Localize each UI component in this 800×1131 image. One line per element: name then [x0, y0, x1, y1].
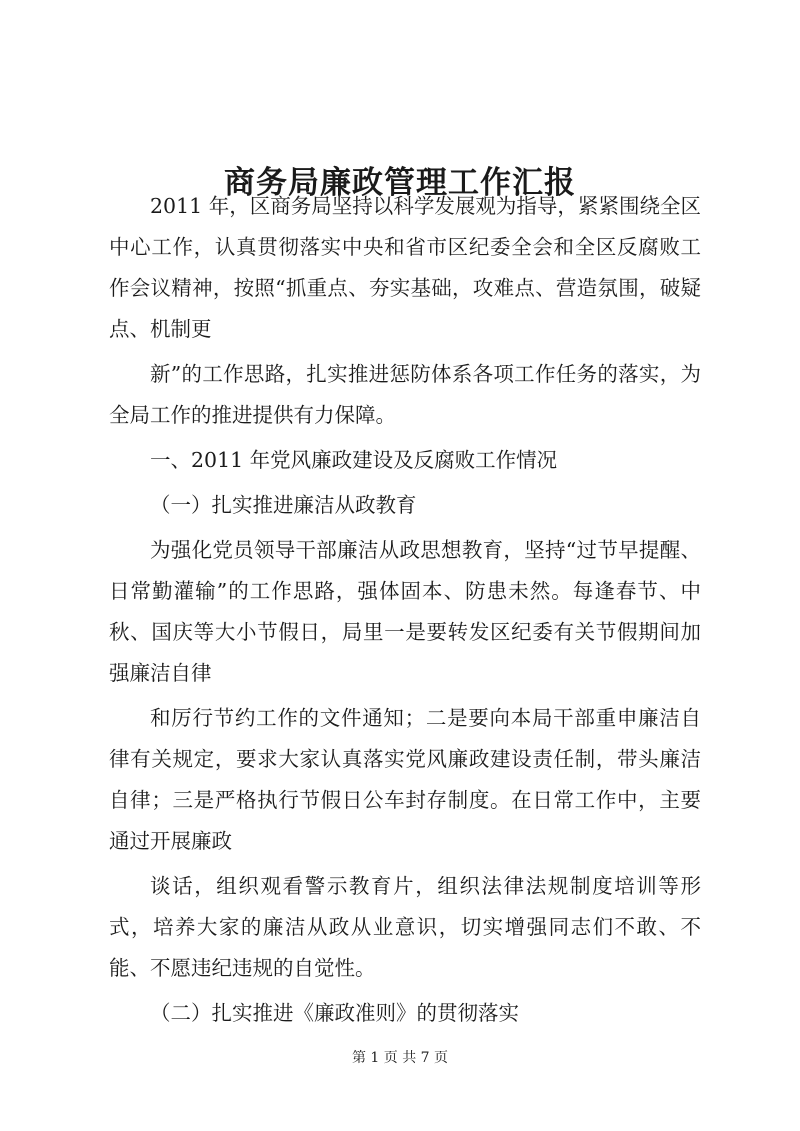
paragraph-intro: 2011 年，区商务局坚持以科学发展观为指导，紧紧围绕全区中心工作，认真贯彻落实中央和省市区纪委全会和全区反腐败工作会议精神，按照“抓重点、夯实基础，攻难点、营造氛围，破疑点、机制更 — [109, 194, 701, 341]
paragraph-education-continued: 和厉行节约工作的文件通知；二是要向本局干部重申廉洁自律有关规定，要求大家认真落实党风廉政建设责任制，带头廉洁自律；三是严格执行节假日公车封存制度。在日常工作中，主要通过开展廉政 — [109, 706, 701, 853]
section-heading-1: 一、2011 年党风廉政建设及反腐败工作情况 — [150, 448, 558, 472]
document-body — [109, 186, 701, 1034]
paragraph-education: 为强化党员领导干部廉洁从政思想教育，坚持“过节早提醒、日常勤灌输”的工作思路，强体固本、防患未然。每逢春节、中秋、国庆等大小节假日，局里一是要转发区纪委有关节假期间加强廉洁自律 — [109, 538, 701, 685]
page-footer: 第 1 页 共 7 页 — [351, 1050, 449, 1066]
paragraph-education-final: 谈话，组织观看警示教育片，组织法律法规制度培训等形式，培养大家的廉洁从政从业意识，切实增强同志们不敢、不能、不愿违纪违规的自觉性。 — [109, 874, 701, 980]
document-title: 商务局廉政管理工作汇报 — [224, 164, 576, 201]
paragraph-intro-continued: 新”的工作思路，扎实推进惩防体系各项工作任务的落实，为全局工作的推进提供有力保障。 — [109, 362, 701, 427]
subsection-heading-2: （二）扎实推进《廉政准则》的贯彻落实 — [150, 1001, 519, 1025]
subsection-heading-1: （一）扎实推进廉洁从政教育 — [150, 493, 417, 517]
